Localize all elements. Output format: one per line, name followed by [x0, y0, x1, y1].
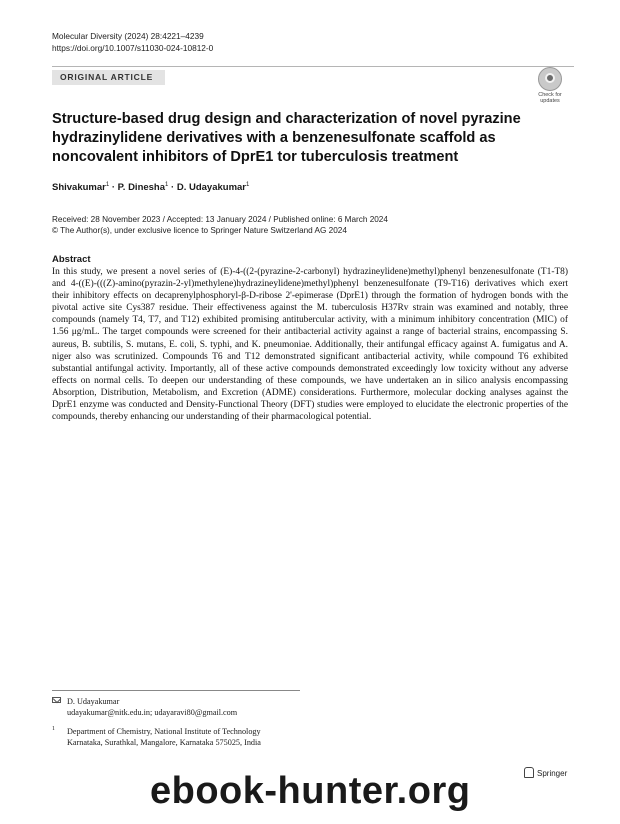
corresponding-email[interactable]: udayakumar@nitk.edu.in; udayaravi80@gmail.com [67, 708, 238, 717]
history-dates: Received: 28 November 2023 / Accepted: 13 January 2024 / Published online: 6 March 2024 [52, 215, 388, 224]
author-affil-sup: 1 [246, 181, 250, 188]
doi-link[interactable]: https://doi.org/10.1007/s11030-024-10812-0 [52, 43, 214, 53]
affiliation-number: 1 [52, 726, 55, 732]
abstract-text: In this study, we present a novel series of (E)-4-((2-(pyrazine-2-carbonyl) hydrazineylidene)methyl)phenyl benzenesulfonate (T1-T8) and 4-((E)-(((Z)-amino(pyrazin-2-yl)methylene)hydrazineylidene)methyl)phenyl benzenesulfonate (T9-T16) derivatives which exert their inhibitory effects on decaprenylphosphoryl-β-D-ribose 2'-epimerase (DprE1) through the formation of hydrogen bonds with the pivotal active site Cys387 residue. Their effectiveness against the M. tuberculosis H37Rv strain was examined and notably, three compounds (namely T4, T7, and T12) exhibited promising antitubercular activity, with a minimum inhibitory concentration (MIC) of 1.56 μg/mL. The target compounds were screened for their antibacterial activity against a range of bacterial strains, encompassing S. aureus, B. subtilis, S. mutans, E. coli, S. typhi, and K. pneumoniae. Additionally, their antifungal efficacy against A. fumigatus and A. niger also was scrutinized. Compounds T6 and T12 demonstrated significant antibacterial activity, while compound T6 exhibited substantial antifungal activity. Importantly, all of these active compounds demonstrated exceedingly low toxicity without any adverse effects on normal cells. To deepen our understanding of these compounds, we have undertaken an in silico analysis encompassing Absorption, Distribution, Metabolism, and Excretion (ADME) considerations. Furthermore, molecular docking analyses against the DprE1 enzyme was conducted and Density-Functional Theory (DFT) studies were employed to elucidate the electronic properties of the compounds, thereby enhancing our understanding of their pharmacological potential. [52, 267, 568, 423]
updates-icon [538, 67, 562, 91]
check-for-updates-badge[interactable] [534, 67, 566, 104]
author-separator: · [109, 182, 118, 193]
author-separator: · [168, 182, 177, 193]
publisher-name: Springer [537, 769, 568, 778]
publication-dates [52, 214, 388, 236]
author-list [52, 182, 249, 193]
abstract-heading: Abstract [52, 254, 91, 265]
author-affil-sup: 1 [105, 181, 110, 188]
copyright-line: © The Author(s), under exclusive licence to Springer Nature Switzerland AG 2024 [52, 226, 347, 235]
author-affil-sup: 1 [165, 181, 169, 188]
author-name[interactable]: D. Udayakumar [176, 182, 246, 193]
affiliation [52, 726, 261, 748]
journal-citation: Molecular Diversity (2024) 28:4221–4239 [52, 31, 204, 41]
author-name[interactable]: Shivakumar [52, 182, 106, 193]
article-type-bar [52, 66, 574, 82]
journal-info [52, 30, 213, 54]
footnote-divider [52, 690, 300, 691]
watermark-text: ebook-hunter.org [150, 770, 471, 812]
corresponding-author [52, 696, 237, 718]
author-name[interactable]: P. Dinesha [117, 182, 166, 193]
corresponding-name: D. Udayakumar [67, 697, 120, 706]
envelope-icon [52, 697, 61, 703]
article-title: Structure-based drug design and characterization of novel pyrazine hydrazinylidene derivatives with a benzenesulfonate scaffold as noncovalent inhibitors of DprE1 tor tuberculosis treatment [52, 111, 521, 165]
affiliation-line: Department of Chemistry, National Institute of Technology [67, 727, 261, 736]
affiliation-line: Karnataka, Surathkal, Mangalore, Karnataka 575025, India [67, 738, 261, 747]
updates-label: Check for updates [538, 92, 562, 104]
article-type-label: ORIGINAL ARTICLE [52, 70, 165, 85]
